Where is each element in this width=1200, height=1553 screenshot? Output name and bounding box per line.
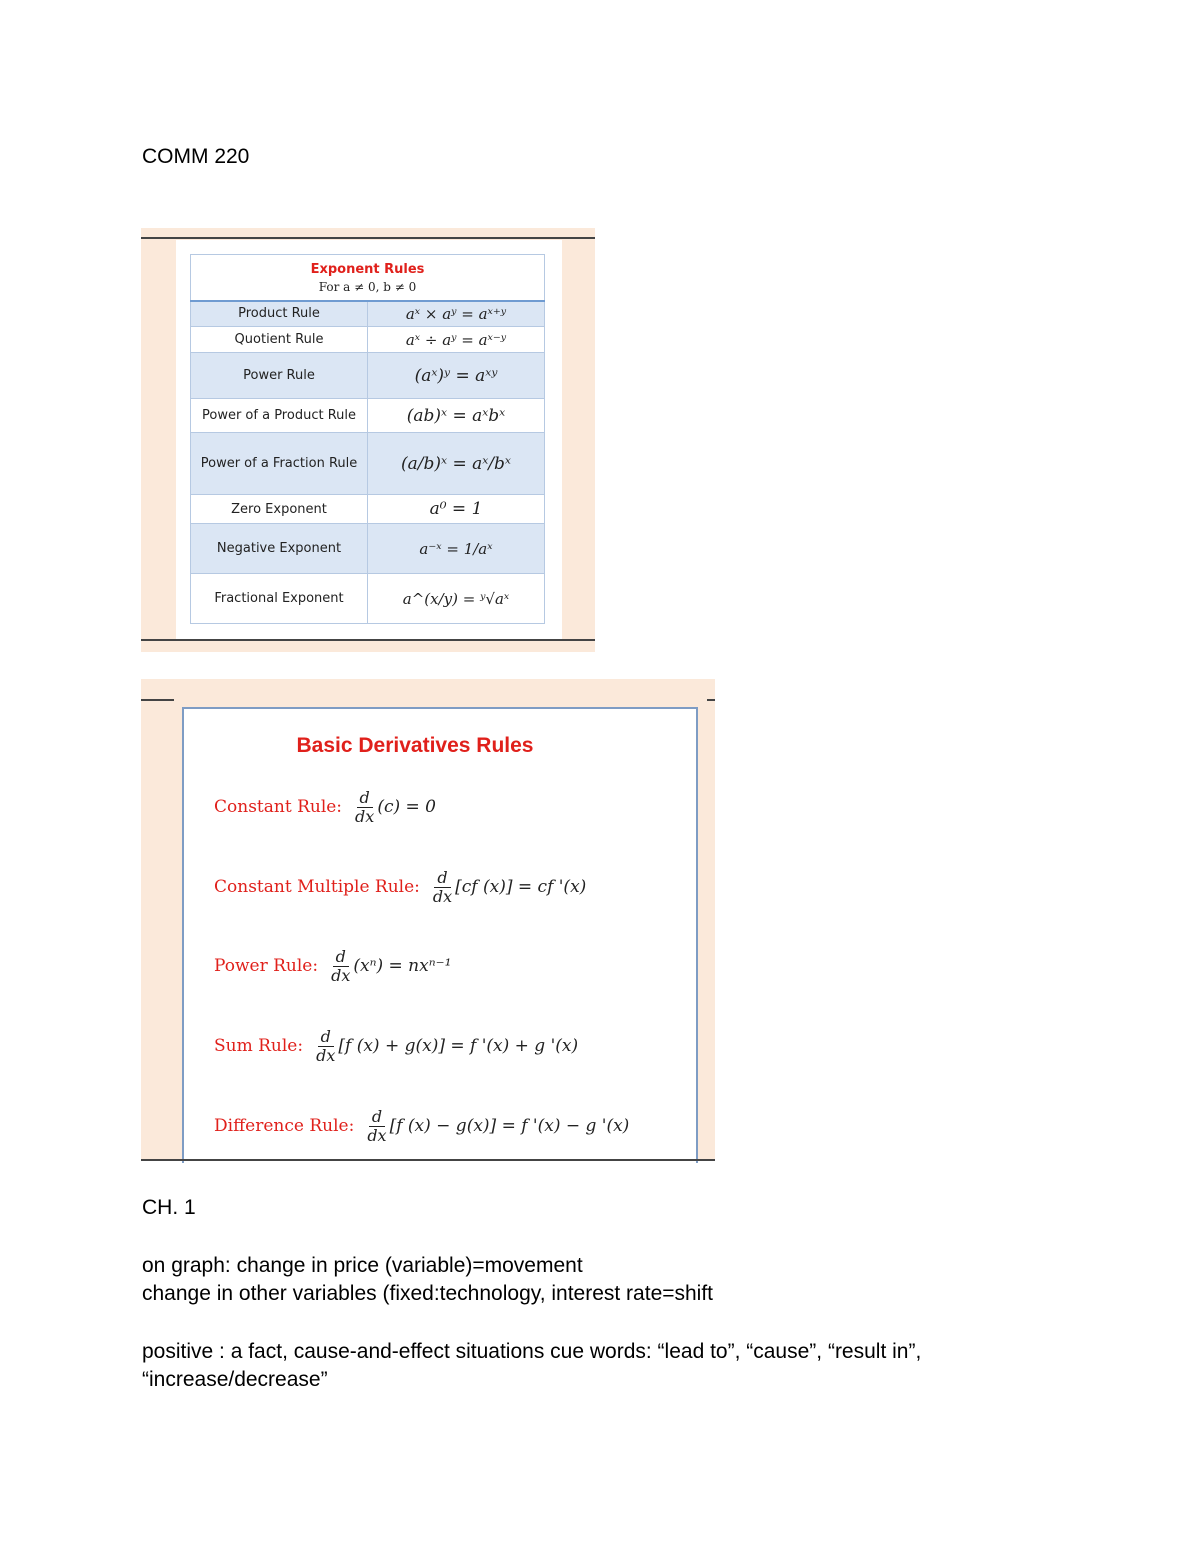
course-title: COMM 220	[142, 145, 250, 168]
rule-label: Sum Rule:	[214, 1036, 304, 1056]
divider	[141, 1159, 715, 1161]
exponent-rules-subtitle: For a ≠ 0, b ≠ 0	[318, 279, 417, 294]
divider	[707, 699, 715, 701]
rule-formula-text: [f (x) + g(x)] = f '(x) + g '(x)	[338, 1036, 579, 1056]
rule-formula	[313, 1028, 578, 1065]
derivative-rules-box	[182, 707, 698, 1163]
divider	[141, 699, 174, 701]
note-line: change in other variables (fixed:technology, interest rate=shift	[142, 1282, 714, 1305]
table-row	[191, 524, 545, 574]
table-row	[191, 399, 545, 433]
rule-formula-text: [cf (x)] = cf '(x)	[455, 877, 587, 897]
rule-formula: (a/b)ˣ = aˣ/bˣ	[368, 433, 545, 495]
rule-formula: a^(x/y) = ʸ√aˣ	[368, 574, 545, 624]
d-dx-fraction: $\frac{d}{dx}$	[432, 867, 453, 906]
derivative-rule-row	[214, 1096, 629, 1156]
rule-name: Quotient Rule	[191, 327, 368, 353]
rule-name: Power Rule	[191, 353, 368, 399]
rule-formula: (aˣ)ʸ = aˣʸ	[368, 353, 545, 399]
derivative-rule-row	[214, 777, 436, 837]
d-dx-fraction: $\frac{d}{dx}$	[316, 1026, 336, 1065]
rule-label: Power Rule:	[214, 956, 319, 976]
derivative-rule-row	[214, 1016, 578, 1076]
rule-formula: a⁰ = 1	[368, 495, 545, 524]
rule-formula: aˣ × aʸ = aˣ⁺ʸ	[368, 301, 545, 327]
rule-formula: a⁻ˣ = 1/aˣ	[368, 524, 545, 574]
exponent-rules-title: Exponent Rules	[310, 261, 425, 277]
rule-name: Power of a Product Rule	[191, 399, 368, 433]
derivative-rules-image	[141, 679, 715, 1161]
rule-name: Fractional Exponent	[191, 574, 368, 624]
chapter-heading: CH. 1	[142, 1196, 196, 1219]
rule-label: Constant Rule:	[214, 797, 343, 817]
table-row	[191, 433, 545, 495]
rule-formula	[364, 1108, 629, 1145]
exponent-rules-table	[190, 254, 545, 624]
rule-name: Product Rule	[191, 301, 368, 327]
divider	[141, 639, 595, 641]
exponent-rules-image	[141, 228, 595, 652]
note-line: positive : a fact, cause-and-effect situations cue words: “lead to”, “cause”, “result in”,	[142, 1340, 922, 1363]
rule-formula-text: [f (x) − g(x)] = f '(x) − g '(x)	[389, 1116, 630, 1136]
rule-name: Power of a Fraction Rule	[191, 433, 368, 495]
d-dx-fraction: $\frac{d}{dx}$	[355, 787, 375, 826]
table-row	[191, 353, 545, 399]
rule-label: Difference Rule:	[214, 1116, 355, 1136]
derivative-rule-row	[214, 936, 451, 996]
table-row	[191, 301, 545, 327]
rule-formula: aˣ ÷ aʸ = aˣ⁻ʸ	[368, 327, 545, 353]
table-row	[191, 327, 545, 353]
rule-formula: (ab)ˣ = aˣbˣ	[368, 399, 545, 433]
table-header	[191, 255, 545, 301]
table-row	[191, 574, 545, 624]
rule-label: Constant Multiple Rule:	[214, 877, 420, 897]
rule-formula	[352, 789, 436, 826]
table-row	[191, 495, 545, 524]
note-line: on graph: change in price (variable)=movement	[142, 1254, 583, 1277]
rule-formula-text: (c) = 0	[377, 797, 436, 817]
rule-formula	[430, 869, 586, 906]
rule-formula-text: (xⁿ) = nxⁿ⁻¹	[353, 956, 452, 976]
derivative-rules-title: Basic Derivatives Rules	[296, 734, 534, 757]
note-line: “increase/decrease”	[142, 1368, 328, 1391]
rule-formula	[328, 948, 451, 985]
derivative-rule-row	[214, 857, 586, 917]
divider	[141, 237, 595, 239]
d-dx-fraction: $\frac{d}{dx}$	[331, 946, 351, 985]
d-dx-fraction: $\frac{d}{dx}$	[367, 1106, 387, 1145]
rule-name: Negative Exponent	[191, 524, 368, 574]
rule-name: Zero Exponent	[191, 495, 368, 524]
